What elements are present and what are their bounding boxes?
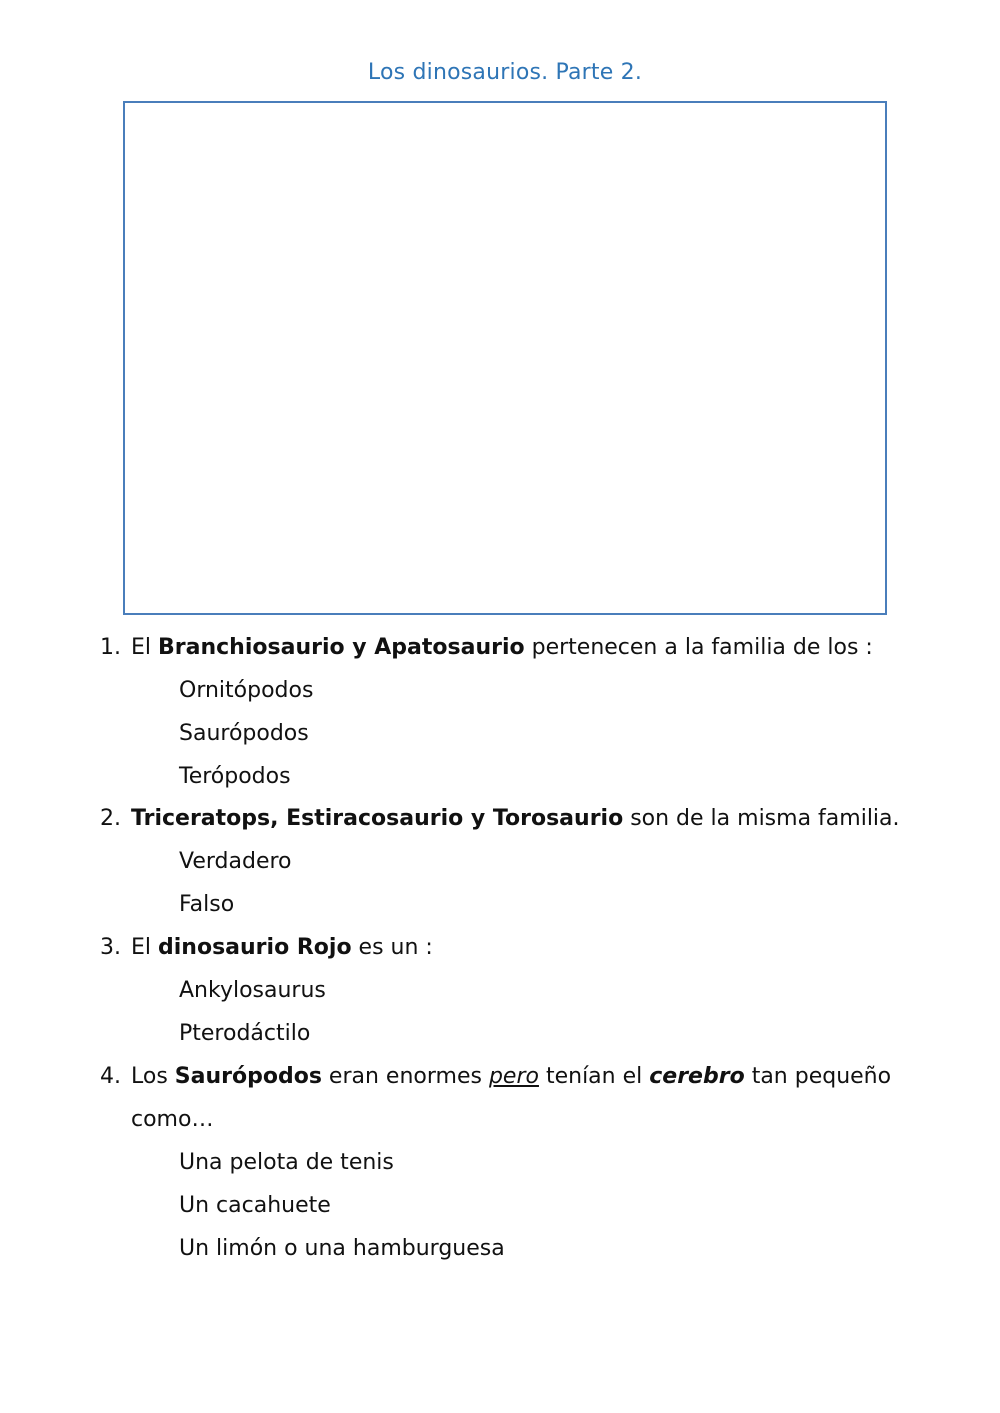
question-text: tenían el xyxy=(538,1064,650,1089)
question-keyword: dinosaurio Rojo xyxy=(158,935,352,960)
answer-option[interactable]: Un limón o una hamburguesa xyxy=(179,1236,505,1261)
question-emphasis: pero xyxy=(488,1064,539,1089)
answer-option[interactable]: Falso xyxy=(179,892,235,917)
answer-option[interactable]: Pterodáctilo xyxy=(179,1021,311,1046)
question-number: 4. xyxy=(100,1064,121,1089)
question-text: Los xyxy=(131,1064,175,1089)
question-text: El xyxy=(131,935,159,960)
worksheet-title: Los dinosaurios. Parte 2. xyxy=(367,60,643,85)
question-number: 3. xyxy=(100,935,121,960)
question-number: 2. xyxy=(100,806,121,831)
answer-option[interactable]: Ankylosaurus xyxy=(179,978,326,1003)
question-keyword: Branchiosaurio y Apatosaurio xyxy=(158,635,525,660)
answer-option[interactable]: Verdadero xyxy=(179,849,292,874)
answer-option[interactable]: Un cacahuete xyxy=(179,1193,331,1218)
question-text: El xyxy=(131,635,159,660)
answer-option[interactable]: Terópodos xyxy=(179,764,291,789)
question-text: es un : xyxy=(351,935,433,960)
question-text: eran enormes xyxy=(321,1064,489,1089)
question-text: son de la misma familia. xyxy=(623,806,900,831)
question-text: pertenecen a la familia de los : xyxy=(524,635,873,660)
answer-option[interactable]: Una pelota de tenis xyxy=(179,1150,394,1175)
question-2 xyxy=(100,797,980,840)
question-3 xyxy=(100,926,980,969)
question-number: 1. xyxy=(100,635,121,660)
question-4 xyxy=(100,1055,970,1141)
question-text: tan pequeño como… xyxy=(131,1064,892,1132)
question-keyword: Saurópodos xyxy=(174,1064,322,1089)
answer-option[interactable]: Saurópodos xyxy=(179,721,309,746)
image-placeholder-frame xyxy=(123,101,887,615)
answer-option[interactable]: Ornitópodos xyxy=(179,678,314,703)
question-1 xyxy=(100,626,980,669)
question-keyword: Triceratops, Estiracosaurio y Torosaurio xyxy=(131,806,624,831)
question-keyword: cerebro xyxy=(649,1064,745,1089)
